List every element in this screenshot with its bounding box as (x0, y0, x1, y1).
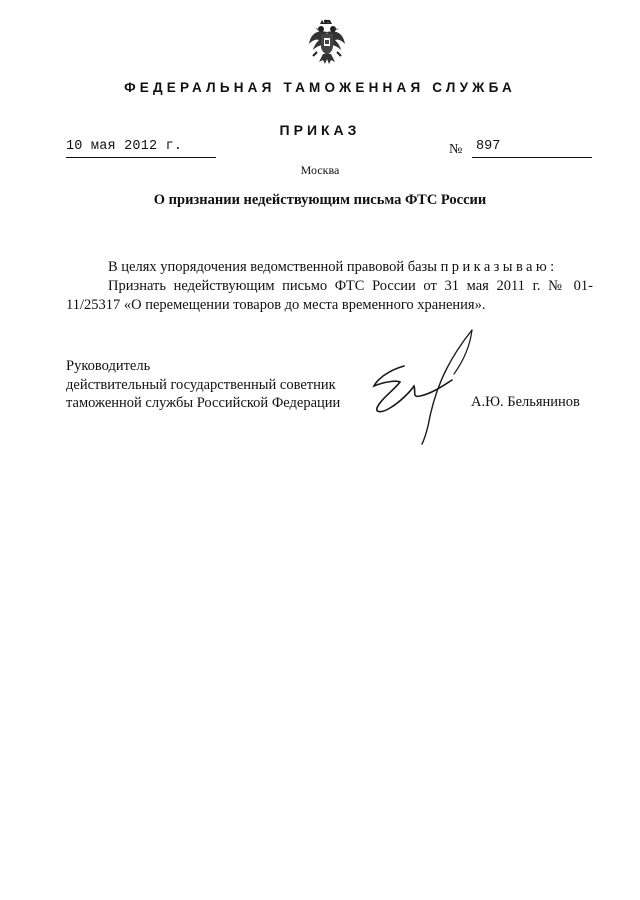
agency-name: ФЕДЕРАЛЬНАЯ ТАМОЖЕННАЯ СЛУЖБА (124, 80, 516, 95)
order-date-field (66, 139, 216, 158)
decree-paragraph: Признать недействующим письмо ФТС России от 31 мая 2011 г. № 01-11/25317 «О перемещении товаров до места временного хранения». (66, 278, 593, 313)
order-number-label: № (449, 142, 463, 157)
order-number: 897 (476, 139, 501, 154)
signatory-position: Руководитель (66, 358, 151, 374)
order-number-field (472, 139, 592, 158)
signatory-block (66, 357, 340, 413)
signatory-organization: таможенной службы Российской Федерации (66, 395, 341, 411)
order-date: 10 мая 2012 г. (66, 139, 183, 154)
document-title: О признании недействующим письма ФТС России (153, 192, 487, 208)
signatory-name: А.Ю. Бельянинов (471, 394, 580, 410)
intro-text: В целях упорядочения ведомственной правовой базы (108, 259, 441, 275)
coat-of-arms-icon (307, 18, 347, 66)
city: Москва (300, 163, 340, 177)
signatory-rank: действительный государственный советник (66, 376, 336, 393)
document-type: ПРИКАЗ (279, 122, 361, 138)
intro-command: приказываю: (440, 259, 558, 275)
signature-icon (360, 326, 480, 446)
intro-paragraph (108, 259, 558, 276)
